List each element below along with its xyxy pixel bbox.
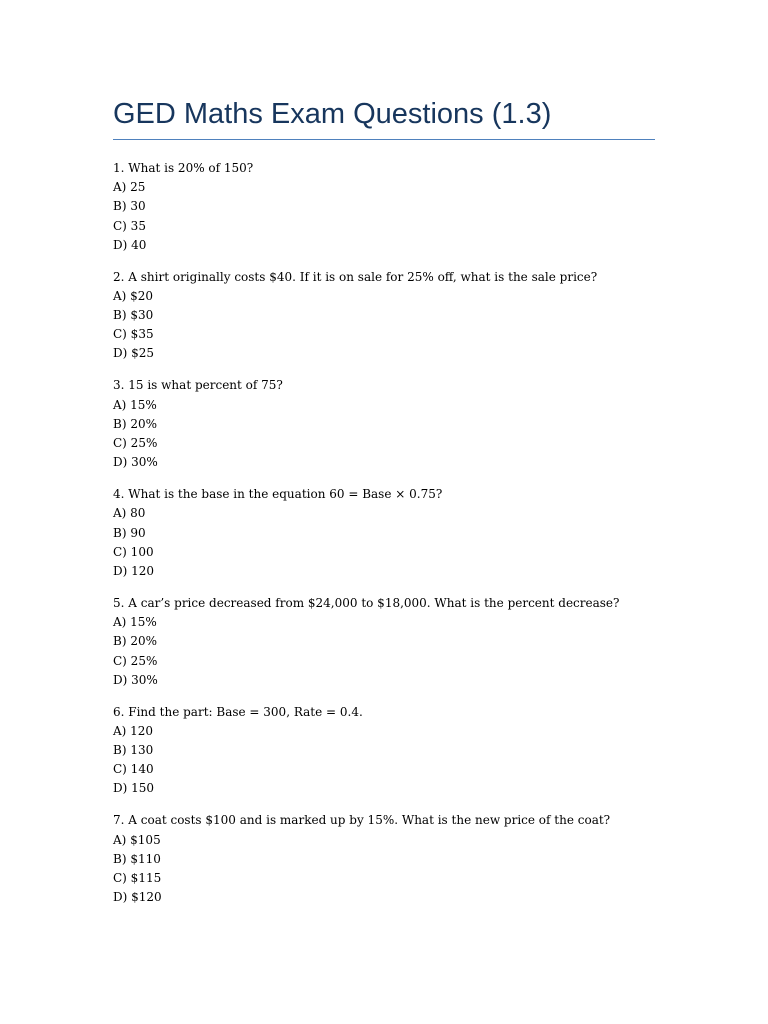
answer-option-b: B) $30 xyxy=(113,308,154,323)
answer-option-b: B) 20% xyxy=(113,416,157,431)
answer-option-a: A) 120 xyxy=(113,723,154,738)
answer-option-c: C) 100 xyxy=(113,544,154,559)
answer-option-d: D) 30% xyxy=(113,672,158,687)
title-divider xyxy=(113,139,655,140)
answer-option-a: A) $105 xyxy=(113,832,161,847)
answer-option-a: A) 15% xyxy=(113,615,157,630)
question-prompt: 7. A coat costs $100 and is marked up by 15%. What is the new price of the coat? xyxy=(113,813,611,828)
answer-option-c: C) 25% xyxy=(113,653,158,668)
answer-option-b: B) $110 xyxy=(113,851,161,866)
answer-option-d: D) 40 xyxy=(113,237,147,252)
answer-option-d: D) 150 xyxy=(113,781,155,796)
question-list xyxy=(113,159,656,907)
answer-option-b: B) 130 xyxy=(113,743,154,758)
question-prompt: 6. Find the part: Base = 300, Rate = 0.4. xyxy=(113,704,363,719)
question-prompt: 1. What is 20% of 150? xyxy=(113,161,254,175)
document-title: GED Maths Exam Questions (1.3) xyxy=(113,98,552,130)
answer-option-b: B) 90 xyxy=(113,525,146,540)
answer-option-d: D) 30% xyxy=(113,455,158,470)
answer-option-c: C) 140 xyxy=(113,762,154,777)
document-page xyxy=(113,93,656,920)
answer-option-d: D) 120 xyxy=(113,563,155,578)
answer-option-c: C) $35 xyxy=(113,327,154,342)
answer-option-a: A) 15% xyxy=(113,397,157,412)
question-prompt: 5. A car’s price decreased from $24,000 to $18,000. What is the percent decrease? xyxy=(113,595,620,610)
answer-option-b: B) 30 xyxy=(113,199,146,214)
question-4 xyxy=(113,485,656,581)
answer-option-a: A) 25 xyxy=(113,180,146,195)
answer-option-b: B) 20% xyxy=(113,634,157,649)
question-1 xyxy=(113,159,656,255)
question-prompt: 3. 15 is what percent of 75? xyxy=(113,378,283,393)
answer-option-c: C) 25% xyxy=(113,436,158,451)
question-prompt: 2. A shirt originally costs $40. If it is on sale for 25% off, what is the sale price? xyxy=(113,269,598,284)
answer-option-a: A) 80 xyxy=(113,506,146,521)
question-6 xyxy=(113,703,656,799)
question-2 xyxy=(113,268,656,364)
question-7 xyxy=(113,811,656,907)
question-3 xyxy=(113,376,656,472)
answer-option-d: D) $25 xyxy=(113,346,155,361)
answer-option-a: A) $20 xyxy=(113,288,154,303)
question-prompt: 4. What is the base in the equation 60 = Base × 0.75? xyxy=(113,487,443,502)
question-5 xyxy=(113,594,656,690)
answer-option-d: D) $120 xyxy=(113,890,162,905)
answer-option-c: C) 35 xyxy=(113,218,146,233)
answer-option-c: C) $115 xyxy=(113,870,162,885)
